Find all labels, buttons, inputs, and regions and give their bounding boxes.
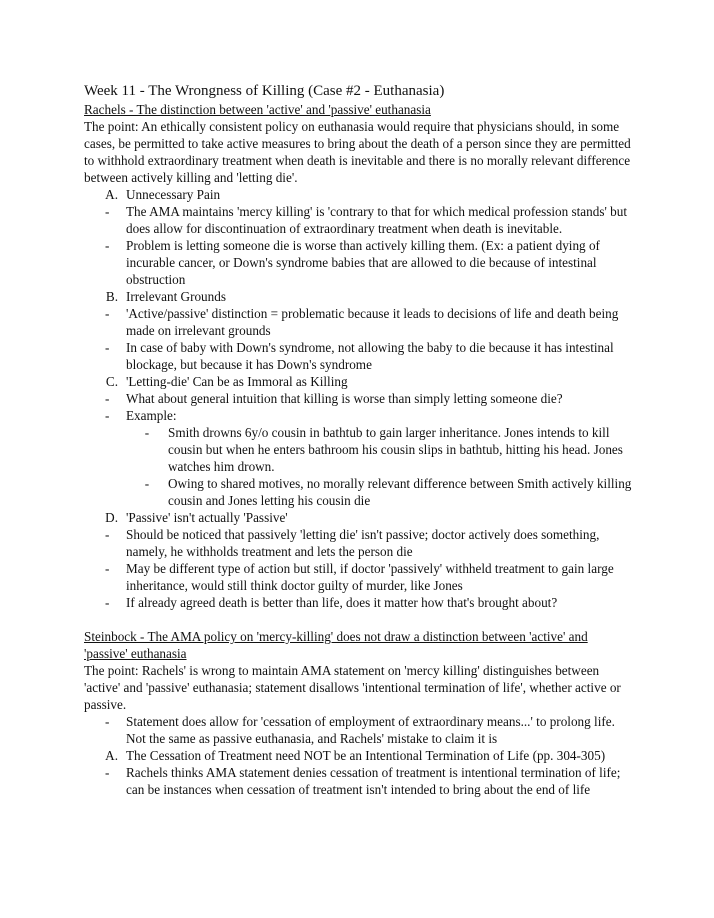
outline-text: Unnecessary Pain <box>126 187 221 202</box>
outline-marker: - <box>105 306 110 321</box>
bullet-item <box>84 560 634 594</box>
outline-text: If already agreed death is better than life, does it matter how that's brought about? <box>126 595 558 610</box>
outline-marker: - <box>144 425 150 440</box>
bullet-item <box>84 390 634 407</box>
bullet-item <box>84 713 634 747</box>
bullet-item <box>84 764 634 798</box>
outline-text: Should be noticed that passively 'letting die' isn't passive; doctor actively does something, namely, he withholds treatment and lets the person die <box>126 527 600 559</box>
outline-marker: - <box>105 561 110 576</box>
bullet-item <box>84 526 634 560</box>
section-gap <box>84 611 634 628</box>
outline-marker: - <box>105 238 110 253</box>
section-heading <box>84 288 634 305</box>
rachels-heading: Rachels - The distinction between 'active' and 'passive' euthanasia <box>84 102 431 117</box>
outline-marker: - <box>105 204 110 219</box>
bullet-item <box>84 407 634 424</box>
outline-text: 'Letting-die' Can be as Immoral as Killing <box>126 374 348 389</box>
outline-marker: A. <box>105 187 118 202</box>
outline-text: Example: <box>126 408 177 423</box>
outline-marker: - <box>105 765 110 780</box>
sub-bullet-item <box>84 475 634 509</box>
outline-text: May be different type of action but still, if doctor 'passively' withheld treatment to gain large inheritance, would still think doctor guilty of murder, like Jones <box>126 561 614 593</box>
steinbock-outline <box>84 713 634 798</box>
outline-text: Statement does allow for 'cessation of employment of extraordinary means...' to prolong life. Not the same as passive euthanasia, and Rachels' mistake to claim it is <box>126 714 615 746</box>
steinbock-heading: Steinbock - The AMA policy on 'mercy-killing' does not draw a distinction between 'active' and 'passive' euthanasia <box>84 629 588 661</box>
outline-marker: - <box>105 340 110 355</box>
bullet-item <box>84 594 634 611</box>
outline-marker: D. <box>105 510 118 525</box>
outline-text: Smith drowns 6y/o cousin in bathtub to gain larger inheritance. Jones intends to kill cousin but when he enters bathroom his cousin slips in bathtub, hitting his head. Jones watches him drown. <box>168 425 623 474</box>
document-page <box>84 82 634 798</box>
sub-bullet-item <box>84 424 634 475</box>
outline-marker: - <box>105 714 110 729</box>
outline-text: Problem is letting someone die is worse than actively killing them. (Ex: a patient dying of incurable cancer, or Down's syndrome babies that are allowed to die because of intestinal obstruction <box>126 238 600 287</box>
outline-marker: - <box>105 391 110 406</box>
rachels-outline <box>84 186 634 611</box>
outline-text: Irrelevant Grounds <box>126 289 226 304</box>
outline-text: What about general intuition that killing is worse than simply letting someone die? <box>126 391 563 406</box>
section-heading <box>84 509 634 526</box>
outline-marker: B. <box>105 289 118 304</box>
outline-text: The Cessation of Treatment need NOT be an Intentional Termination of Life (pp. 304-305) <box>126 748 606 763</box>
outline-marker: A. <box>105 748 118 763</box>
bullet-item <box>84 339 634 373</box>
bullet-item <box>84 305 634 339</box>
outline-text: Owing to shared motives, no morally relevant difference between Smith actively killing cousin and Jones letting his cousin die <box>168 476 632 508</box>
outline-marker: - <box>105 408 110 423</box>
bullet-item <box>84 203 634 237</box>
steinbock-point: The point: Rachels' is wrong to maintain AMA statement on 'mercy killing' distinguishes between 'active' and 'passive' euthanasia; statement disallows 'intentional termination of life', whether active or passive. <box>84 663 621 712</box>
outline-text: 'Active/passive' distinction = problematic because it leads to decisions of life and death being made on irrelevant grounds <box>126 306 619 338</box>
rachels-point: The point: An ethically consistent policy on euthanasia would require that physicians should, in some cases, be permitted to take active measures to bring about the death of a person since they are permitted to withhold extraordinary treatment when death is inevitable and there is no morally relevant difference between actively killing and 'letting die'. <box>84 119 631 185</box>
section-heading <box>84 747 634 764</box>
outline-text: Rachels thinks AMA statement denies cessation of treatment is intentional termination of life; can be instances when cessation of treatment isn't intended to bring about the end of life <box>126 765 621 797</box>
outline-marker: C. <box>105 374 118 389</box>
outline-text: In case of baby with Down's syndrome, not allowing the baby to die because it has intestinal blockage, but because it has Down's syndrome <box>126 340 614 372</box>
section-heading <box>84 186 634 203</box>
section-heading <box>84 373 634 390</box>
outline-text: The AMA maintains 'mercy killing' is 'contrary to that for which medical profession stands' but does allow for discontinuation of extraordinary treatment when death is inevitable. <box>126 204 628 236</box>
outline-text: 'Passive' isn't actually 'Passive' <box>126 510 288 525</box>
document-title: Week 11 - The Wrongness of Killing (Case #2 - Euthanasia) <box>84 83 445 99</box>
outline-marker: - <box>105 595 110 610</box>
outline-marker: - <box>105 527 110 542</box>
outline-marker: - <box>144 476 150 491</box>
bullet-item <box>84 237 634 288</box>
